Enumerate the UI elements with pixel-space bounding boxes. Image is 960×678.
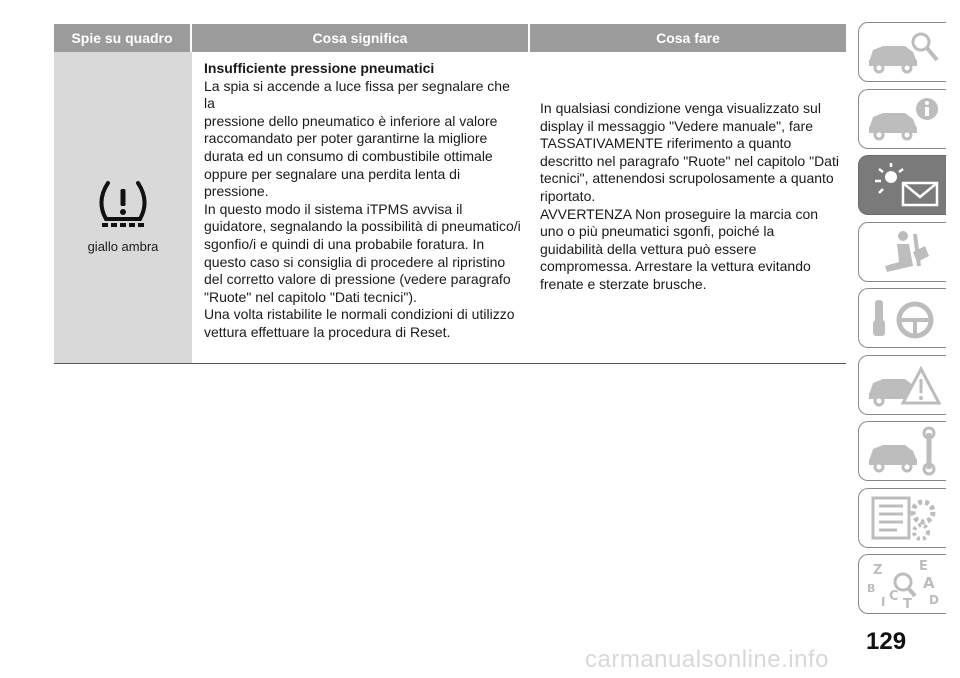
index-letter: A [922,574,935,592]
warning-lights-table [54,24,846,364]
watermark: carmanualsonline.info [585,646,829,673]
header-lamps: Spie su quadro [54,24,190,52]
airbag-safety-icon [863,226,943,278]
chapter-tabs [858,22,948,621]
meaning-line: guidatore, segnalando la possibilità di pneumatico/i [204,218,521,235]
tab-specifications[interactable] [858,488,946,548]
meaning-line: "Ruote" nel capitolo "Dati tecnici"). [204,288,417,305]
meaning-line: Una volta ristabilite le normali condizioni di utilizzo [204,306,515,323]
tab-index[interactable] [858,554,946,614]
meaning-line: oppure per segnalare una perdita lenta di [204,165,461,182]
specifications-gear-icon [863,492,943,544]
car-emergency-icon [863,359,943,411]
index-letter: E [918,559,928,574]
lamp-cell [54,52,192,363]
header-meaning: Cosa significa [192,24,528,52]
action-line: TASSATIVAMENTE riferimento a quanto [540,135,792,152]
page-number: 129 [866,628,907,655]
action-line: riportato. [540,187,596,204]
meaning-line: In questo modo il sistema iTPMS avvisa il [204,200,463,217]
action-line: In qualsiasi condizione venga visualizzato sul [540,100,821,116]
meaning-title: Insufficiente pressione pneumatici [204,60,435,76]
index-letter: T [902,597,912,610]
index-letter: Z [872,563,882,578]
tab-starting-driving[interactable] [858,288,946,348]
action-cell [528,52,846,363]
tab-maintenance[interactable] [858,421,946,481]
table-row [54,52,846,364]
action-line: AVVERTENZA Non proseguire la marcia con [540,205,819,222]
index-letter: I [880,595,885,609]
meaning-line: sgonfio/i e quindi di una probabile foratura. In [204,235,485,252]
meaning-line: raccomandato per poter garantirne la migliore [204,130,488,147]
meaning-cell [192,52,528,363]
meaning-line: durata ed un consumo di combustibile ottimale [204,147,493,164]
car-info-icon [863,93,943,145]
index-letter: D [928,593,939,607]
warning-light-message-icon [863,159,943,211]
index-letter: B [866,582,875,595]
tab-warning-lights[interactable] [858,155,946,215]
meaning-line: vettura effettuare la procedura di Reset. [204,323,451,340]
meaning-line: La spia si accende a luce fissa per segnalare che la [204,77,510,112]
tab-information[interactable] [858,89,946,149]
action-line: guidabilità della vettura può essere [540,240,757,257]
tab-emergency[interactable] [858,355,946,415]
index-letter: C [888,589,899,604]
header-action: Cosa fare [530,24,846,52]
tab-safety[interactable] [858,222,946,282]
action-line: descritto nel paragrafo "Ruote" nel capitolo "Dati [540,152,839,169]
meaning-line: pressione dello pneumatico è inferiore al valore [204,112,498,129]
lamp-color-label: giallo ambra [87,239,159,254]
meaning-line: questo caso si consiglia di procedere al ripristino [204,253,506,270]
action-line: display il messaggio "Vedere manuale", fare [540,117,813,134]
key-steering-wheel-icon [863,292,943,344]
action-line: tecnici", attenendosi scrupolosamente a quanto [540,170,834,187]
action-line: uno o più pneumatici sgonfi, poiché la [540,223,775,240]
tab-getting-to-know[interactable] [858,22,946,82]
meaning-line: pressione. [204,183,269,200]
tpms-warning-icon [92,175,154,231]
car-maintenance-icon [863,425,943,477]
action-line: compromessa. Arrestare la vettura evitando [540,258,811,275]
table-header-row [54,24,846,52]
alphabetical-index-icon [863,558,943,610]
meaning-line: del corretto valore di pressione (vedere paragrafo [204,271,511,288]
action-line: frenate e sterzate brusche. [540,275,707,292]
car-search-icon [863,26,943,78]
